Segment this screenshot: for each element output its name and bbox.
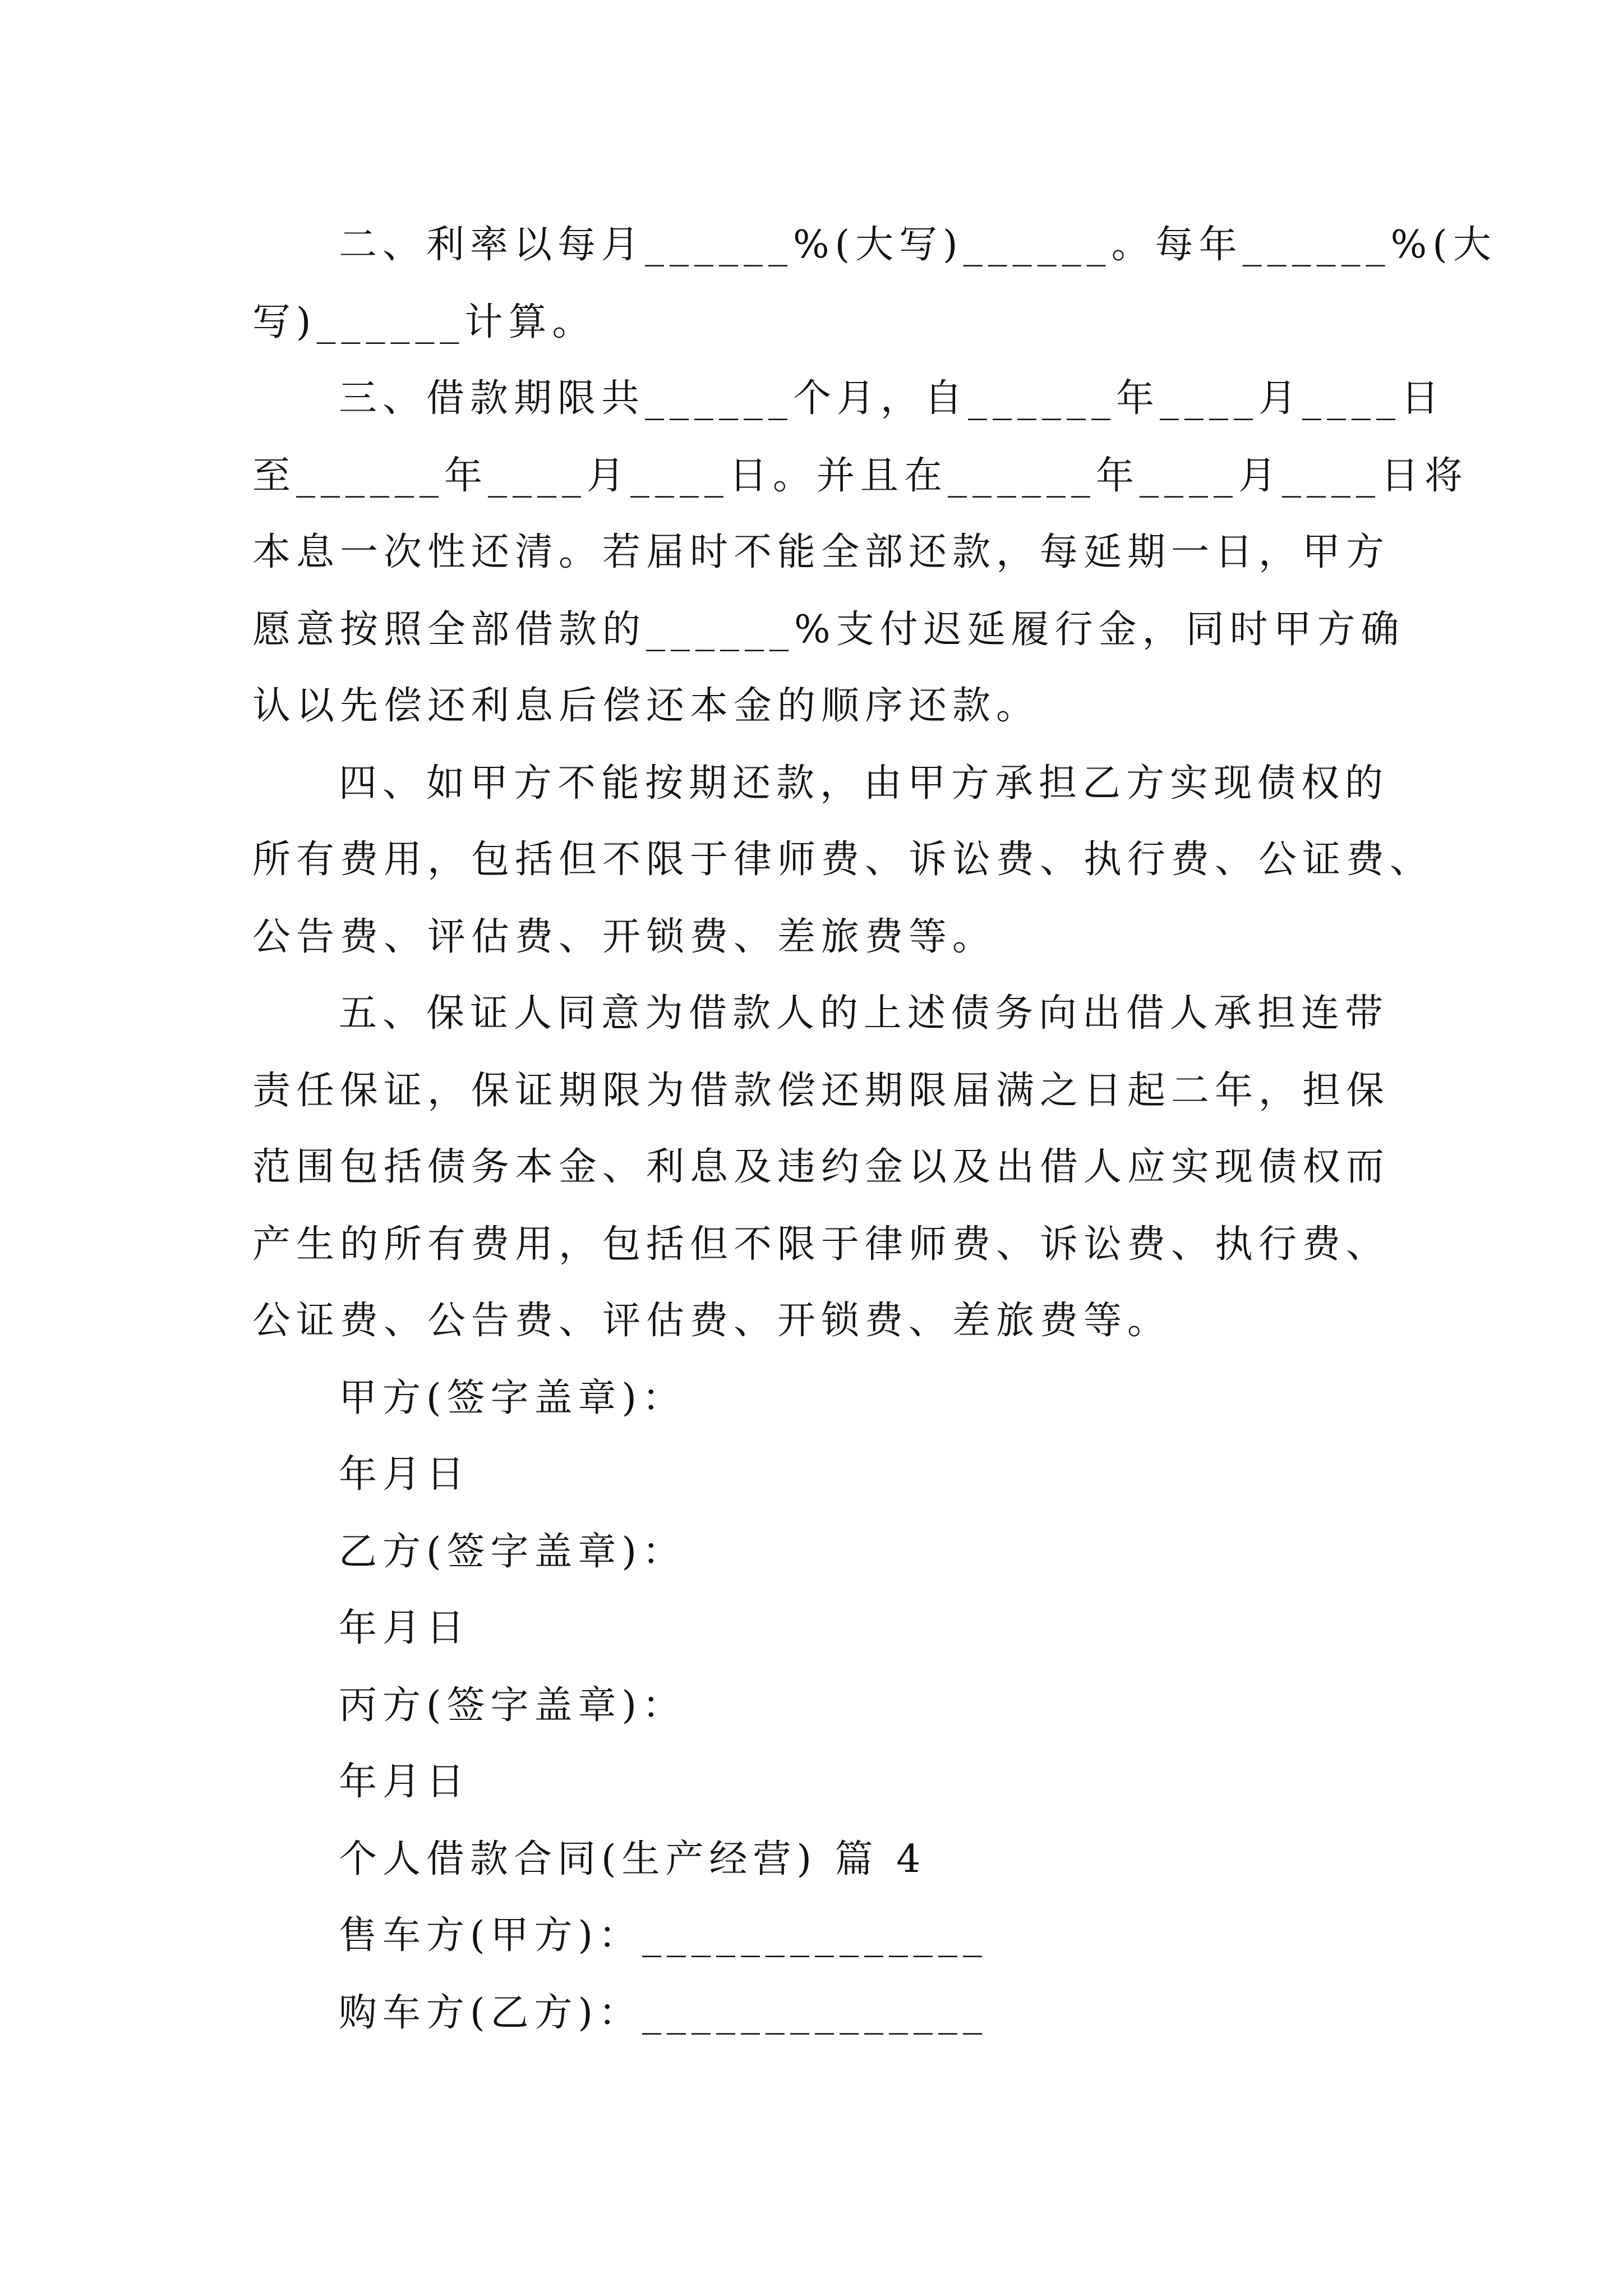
signature-label: 甲方(签字盖章)： [339,1376,686,1420]
text-line: 三、借款期限共______个月，自______年____月____日 [339,376,1445,421]
text-line: 本息一次性还清。若届时不能全部还款，每延期一日，甲方 [252,530,1390,574]
text-line: 写)______计算。 [252,300,596,344]
text-line: 认以先偿还利息后偿还本金的顺序还款。 [252,684,1040,728]
text-line: 范围包括债务本金、利息及违约金以及出借人应实现债权而 [252,1145,1390,1189]
signature-label: 乙方(签字盖章)： [339,1530,686,1574]
text-line: 愿意按照全部借款的______%支付迟延履行金，同时甲方确 [252,608,1405,652]
text-line: 责任保证，保证期限为借款偿还期限届满之日起二年，担保 [252,1069,1390,1113]
text-line: 公告费、评估费、开锁费、差旅费等。 [252,915,997,959]
text-line: 五、保证人同意为借款人的上述债务向出借人承担连带 [339,991,1389,1036]
date-line: 年月日 [339,1452,471,1497]
section-heading: 个人借款合同(生产经营) 篇 4 [339,1837,926,1881]
text-line: 二、利率以每月______%(大写)______。每年______%(大 [339,223,1497,267]
signature-label: 丙方(签字盖章)： [339,1683,686,1728]
buyer-field: 购车方(乙方)：______________ [339,1991,988,2035]
text-line: 所有费用，包括但不限于律师费、诉讼费、执行费、公证费、 [252,838,1434,882]
text-line: 公证费、公告费、评估费、开锁费、差旅费等。 [252,1299,1172,1343]
date-line: 年月日 [339,1760,471,1804]
text-line: 至______年____月____日。并且在______年____月____日将 [252,454,1469,498]
text-line: 四、如甲方不能按期还款，由甲方承担乙方实现债权的 [339,761,1389,806]
date-line: 年月日 [339,1606,471,1650]
text-line: 产生的所有费用，包括但不限于律师费、诉讼费、执行费、 [252,1222,1390,1267]
seller-field: 售车方(甲方)：______________ [339,1913,988,1958]
